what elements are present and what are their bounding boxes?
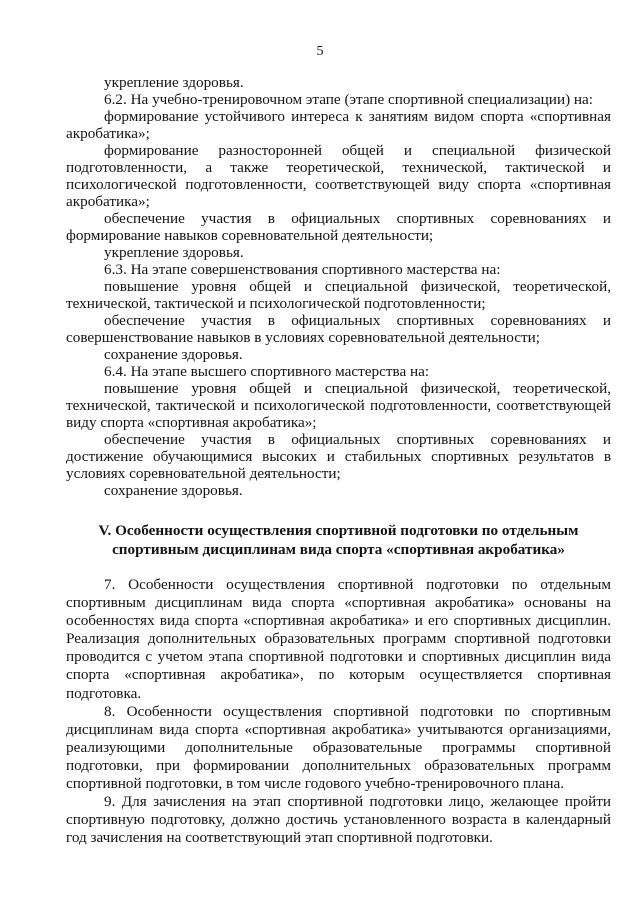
body-text [66,74,611,499]
paragraph: укрепление здоровья. [104,74,244,91]
paragraph: повышение уровня общей и специальной физической, теоретической, технической, тактической и психологической подготовленности, соответствующей виду спорта «спортивная акробатика»; [66,380,611,431]
paragraph: 7. Особенности осуществления спортивной подготовки по отдельным спортивным дисциплинам вида спорта «спортивная акробатика» основаны на особенностях вида спорта «спортивная акробатика» и его спортивных дисциплин. Реализация дополнительных образовательных программ спортивной подготовки проводится с учетом этапа спортивной подготовки и спортивных дисциплин вида спорта «спортивная акробатика», по которым осуществляется спортивная подготовка. [66,576,611,702]
paragraph: обеспечение участия в официальных спортивных соревнованиях и формирование навыков соревновательной деятельности; [66,210,611,244]
paragraph: 6.4. На этапе высшего спортивного мастерства на: [104,363,430,380]
page-number: 5 [316,44,324,59]
paragraph: сохранение здоровья. [104,482,243,499]
section-body [66,576,611,847]
paragraph: 6.2. На учебно-тренировочном этапе (этапе спортивной специализации) на: [104,91,594,108]
paragraph: повышение уровня общей и специальной физической, теоретической, технической, тактической и психологической подготовленности; [66,278,611,312]
paragraph: сохранение здоровья. [104,346,243,363]
paragraph: формирование устойчивого интереса к занятиям видом спорта «спортивная акробатика»; [66,108,611,142]
paragraph: формирование разносторонней общей и специальной физической подготовленности, а также теоретической, технической, тактической и психологической подготовленности, соответствующей виду спорта «спортивная акробатика»; [66,142,611,210]
paragraph: обеспечение участия в официальных спортивных соревнованиях и совершенствование навыков в условиях соревновательной деятельности; [66,312,611,346]
paragraph: 6.3. На этапе совершенствования спортивного мастерства на: [104,261,501,278]
paragraph: 8. Особенности осуществления спортивной подготовки по спортивным дисциплинам вида спорта «спортивная акробатика» учитываются организациями, реализующими дополнительные образовательные программы спортивной подготовки, при формировании дополнительных образовательных программ спортивной подготовки, в том числе годового учебно-тренировочного плана. [66,702,611,793]
paragraph: обеспечение участия в официальных спортивных соревнованиях и достижение обучающимися высоких и стабильных спортивных результатов в условиях соревновательной деятельности; [66,431,611,482]
section-title: V. Особенности осуществления спортивной подготовки по отдельным спортивным дисциплинам вида спорта «спортивная акробатика» [98,522,579,558]
paragraph: укрепление здоровья. [104,244,244,261]
paragraph: 9. Для зачисления на этап спортивной подготовки лицо, желающее пройти спортивную подготовку, должно достичь установленного возраста в календарный год зачисления на соответствующий этап спортивной подготовки. [66,793,611,847]
